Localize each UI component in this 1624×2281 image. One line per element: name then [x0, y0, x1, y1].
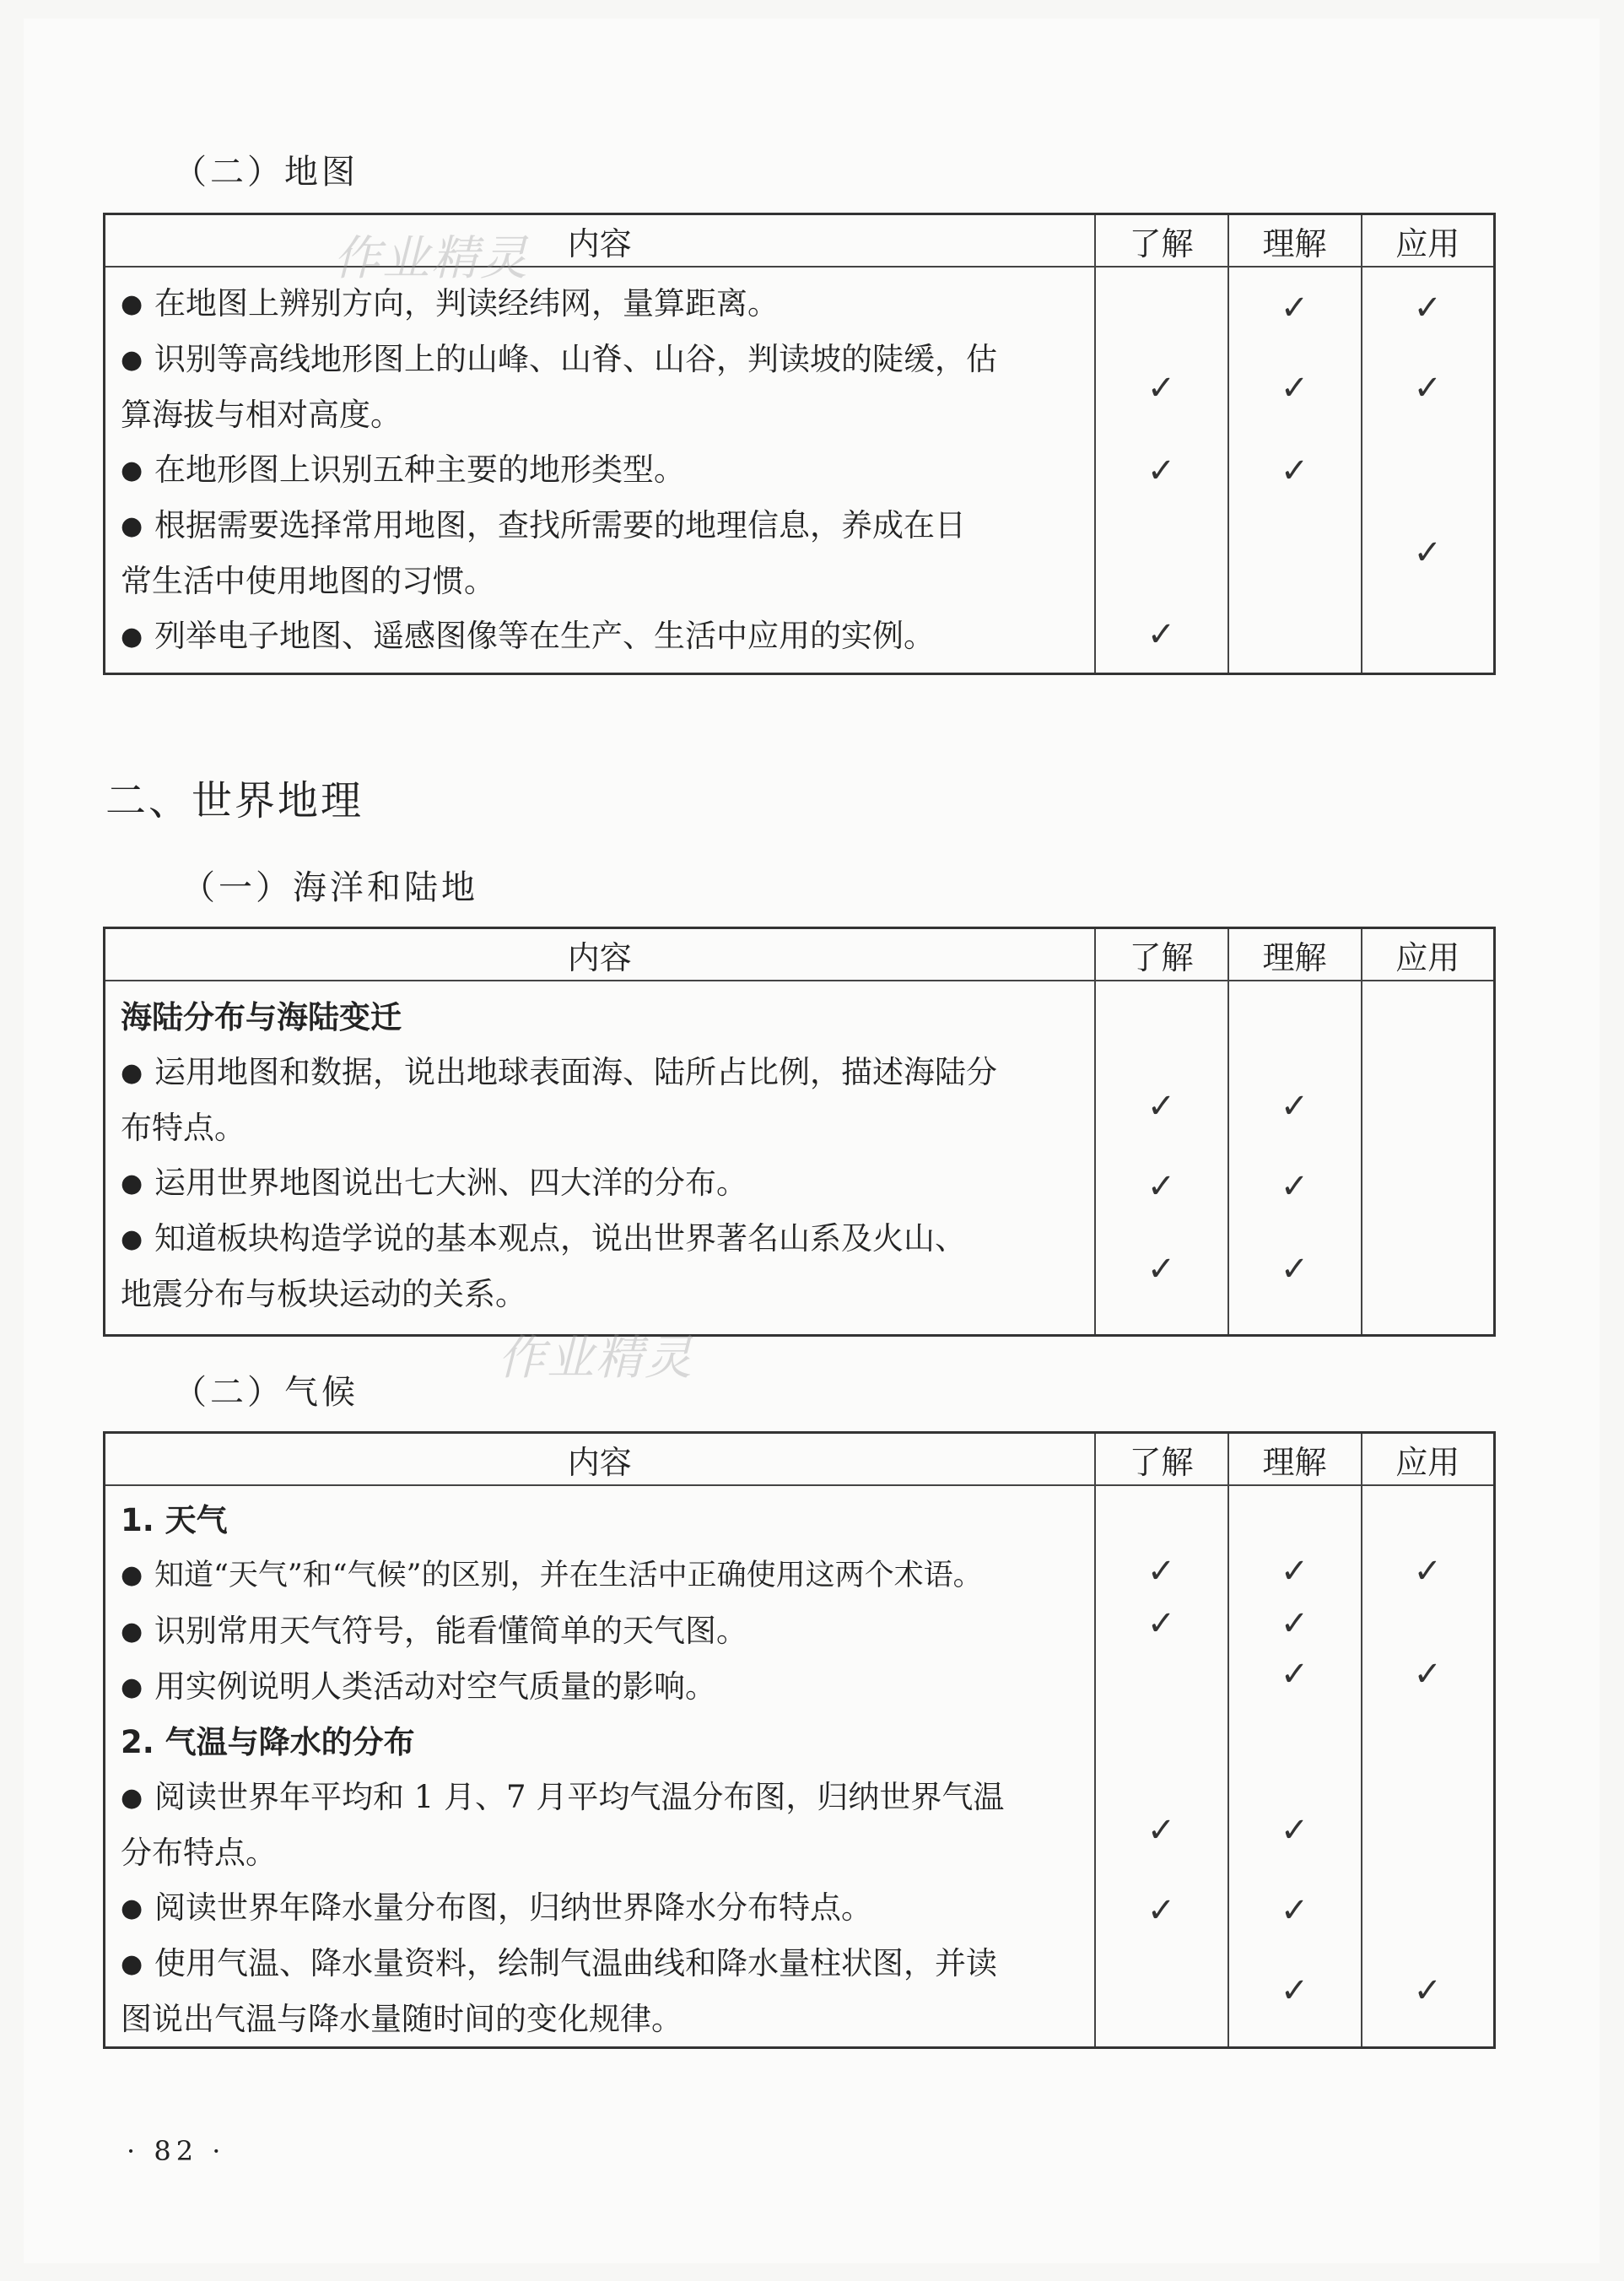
- list-item-continuation: 分布特点。: [121, 1835, 277, 1871]
- check-column-apply: [1362, 267, 1495, 673]
- check-column-comprehend: [1228, 1485, 1362, 2048]
- list-item: ● 在地形图上识别五种主要的地形类型。: [105, 442, 1094, 498]
- list-item: ● 阅读世界年平均和 1 月、7 月平均气温分布图，归纳世界气温: [105, 1770, 1094, 1825]
- list-item: ● 运用世界地图说出七大洲、四大洋的分布。: [105, 1155, 1094, 1211]
- check-column-apply: [1362, 981, 1495, 1335]
- header-content: 内容: [105, 214, 1095, 268]
- check-column-apply: [1362, 1485, 1495, 2048]
- check-icon: ✓: [1280, 1604, 1309, 1643]
- header-content: 内容: [105, 928, 1095, 981]
- list-item: ● 知道板块构造学说的基本观点，说出世界著名山系及火山、: [105, 1211, 1094, 1267]
- check-icon: ✓: [1280, 289, 1309, 327]
- content-cell: [105, 981, 1095, 1335]
- content-cell: [105, 267, 1095, 673]
- header-apply: 应用: [1362, 214, 1495, 268]
- check-icon: ✓: [1413, 1552, 1442, 1591]
- check-column-understand: [1095, 267, 1228, 673]
- check-icon: ✓: [1280, 1811, 1309, 1850]
- header-comprehend: 理解: [1228, 928, 1362, 981]
- list-item: ● 运用地图和数据，说出地球表面海、陆所占比例，描述海陆分: [105, 1045, 1094, 1100]
- check-icon: ✓: [1280, 1087, 1309, 1126]
- check-icon: ✓: [1413, 289, 1442, 327]
- table-map: [103, 213, 1496, 675]
- section-heading-map: （二）地图: [173, 153, 359, 192]
- header-understand: 了解: [1095, 1433, 1228, 1486]
- page-number: · 82 ·: [127, 2135, 226, 2167]
- group-title: 1. 天气: [121, 1502, 228, 1538]
- list-item-continuation: 图说出气温与降水量随时间的变化规律。: [121, 2001, 683, 2037]
- check-icon: ✓: [1280, 369, 1309, 408]
- check-icon: ✓: [1280, 1655, 1309, 1694]
- list-item-continuation: 常生活中使用地图的习惯。: [121, 563, 495, 599]
- list-item: ● 根据需要选择常用地图，查找所需要的地理信息，养成在日: [105, 498, 1094, 554]
- watermark: 作业精灵: [498, 1331, 693, 1386]
- header-understand: 了解: [1095, 214, 1228, 268]
- section-heading-climate: （二）气候: [173, 1373, 359, 1412]
- header-comprehend: 理解: [1228, 1433, 1362, 1486]
- check-icon: ✓: [1413, 1655, 1442, 1694]
- check-icon: ✓: [1280, 1971, 1309, 2010]
- table-ocean-land: [103, 927, 1496, 1337]
- check-icon: ✓: [1280, 1891, 1309, 1930]
- check-icon: ✓: [1147, 1552, 1176, 1591]
- check-icon: ✓: [1147, 1250, 1176, 1289]
- check-icon: ✓: [1147, 1087, 1176, 1126]
- check-icon: ✓: [1280, 1250, 1309, 1289]
- check-icon: ✓: [1280, 451, 1309, 490]
- list-item: ● 识别常用天气符号，能看懂简单的天气图。: [105, 1603, 1094, 1659]
- header-comprehend: 理解: [1228, 214, 1362, 268]
- check-column-comprehend: [1228, 981, 1362, 1335]
- header-apply: 应用: [1362, 1433, 1495, 1486]
- list-item: ● 知道“天气”和“气候”的区别，并在生活中正确使用这两个术语。: [105, 1548, 1094, 1603]
- header-apply: 应用: [1362, 928, 1495, 981]
- check-icon: ✓: [1413, 1971, 1442, 2010]
- section-heading-ocean-land: （一）海洋和陆地: [181, 868, 478, 907]
- header-understand: 了解: [1095, 928, 1228, 981]
- content-cell: [105, 1485, 1095, 2048]
- check-icon: ✓: [1147, 1891, 1176, 1930]
- check-icon: ✓: [1280, 1167, 1309, 1206]
- check-icon: ✓: [1147, 1167, 1176, 1206]
- check-icon: ✓: [1147, 1604, 1176, 1643]
- group-title: 2. 气温与降水的分布: [121, 1724, 415, 1760]
- check-icon: ✓: [1280, 1552, 1309, 1591]
- list-item: ● 阅读世界年降水量分布图，归纳世界降水分布特点。: [105, 1880, 1094, 1936]
- header-content: 内容: [105, 1433, 1095, 1486]
- list-item-continuation: 算海拔与相对高度。: [121, 397, 402, 433]
- list-item-continuation: 布特点。: [121, 1110, 245, 1146]
- part-heading-world-geography: 二、世界地理: [105, 777, 364, 824]
- check-column-understand: [1095, 981, 1228, 1335]
- check-icon: ✓: [1147, 369, 1176, 408]
- check-icon: ✓: [1147, 451, 1176, 490]
- list-item: ● 识别等高线地形图上的山峰、山脊、山谷，判读坡的陡缓，估: [105, 332, 1094, 387]
- check-icon: ✓: [1147, 615, 1176, 654]
- check-icon: ✓: [1413, 369, 1442, 408]
- table-climate: [103, 1431, 1496, 2049]
- group-title: 海陆分布与海陆变迁: [121, 999, 402, 1035]
- list-item: ● 使用气温、降水量资料，绘制气温曲线和降水量柱状图，并读: [105, 1936, 1094, 1992]
- watermark: 作业精灵: [333, 231, 529, 286]
- check-icon: ✓: [1413, 533, 1442, 572]
- check-icon: ✓: [1147, 1811, 1176, 1850]
- list-item: ● 用实例说明人类活动对空气质量的影响。: [105, 1659, 1094, 1715]
- check-column-understand: [1095, 1485, 1228, 2048]
- check-column-comprehend: [1228, 267, 1362, 673]
- list-item: ● 列举电子地图、遥感图像等在生产、生活中应用的实例。: [105, 608, 1094, 664]
- list-item-continuation: 地震分布与板块运动的关系。: [121, 1276, 526, 1312]
- list-item: ● 在地图上辨别方向，判读经纬网，量算距离。: [105, 276, 1094, 332]
